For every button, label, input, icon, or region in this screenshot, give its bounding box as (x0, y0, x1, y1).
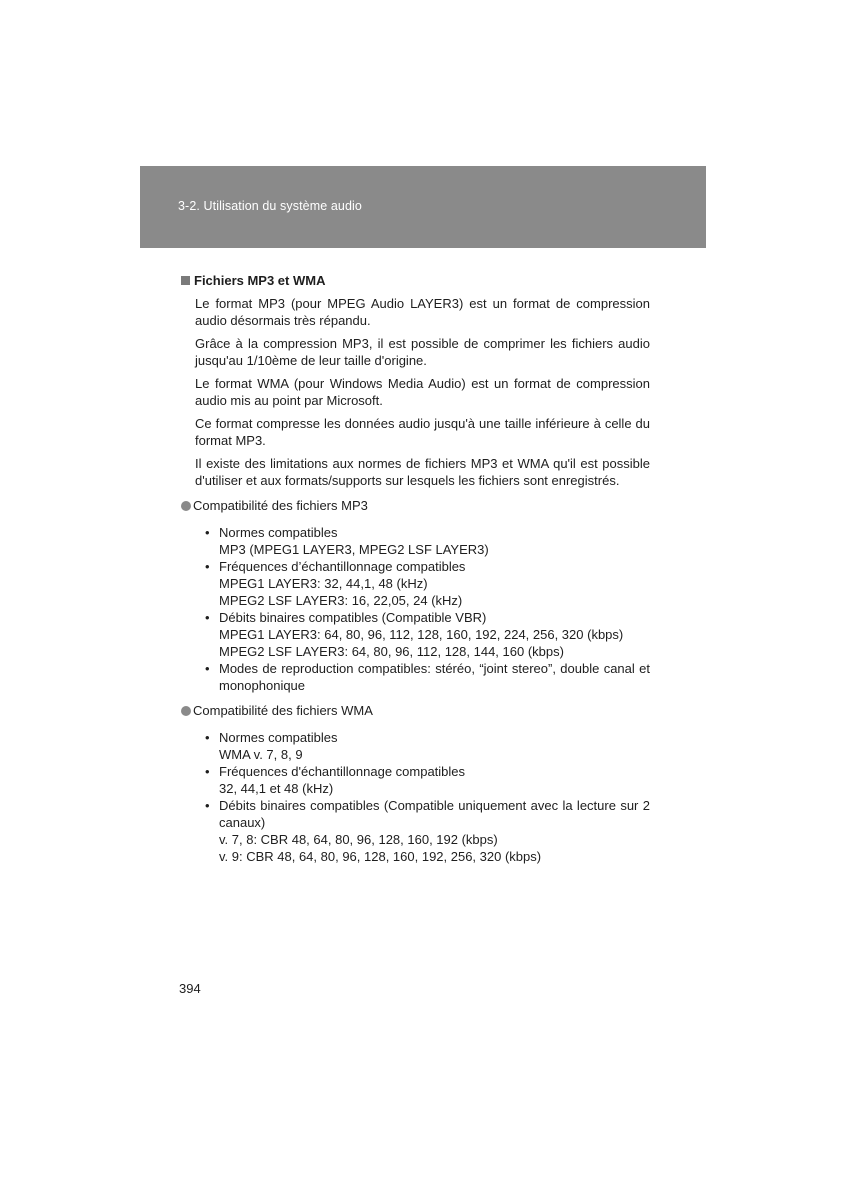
section-header-band (140, 166, 706, 248)
list-item-detail: MPEG1 LAYER3: 32, 44,1, 48 (kHz) (219, 576, 428, 591)
paragraph: Grâce à la compression MP3, il est possible de comprimer les fichiers audio jusqu'au 1/10ème de leur taille d'origine. (195, 336, 650, 368)
list-item-detail: 32, 44,1 et 48 (kHz) (219, 781, 334, 796)
list-item (205, 558, 650, 609)
paragraph: Il existe des limitations aux normes de fichiers MP3 et WMA qu'il est possible d'utiliser et aux formats/supports sur lesquels les fichiers sont enregistrés. (195, 456, 650, 488)
wma-compat-heading (181, 702, 650, 719)
section-title (181, 272, 650, 289)
list-item (205, 660, 650, 694)
mp3-compat-list (205, 524, 650, 694)
list-item-title: Normes compatibles (219, 730, 338, 745)
list-item (205, 729, 650, 763)
paragraph: Le format WMA (pour Windows Media Audio) est un format de compression audio mis au point par Microsoft. (195, 376, 650, 408)
list-item-detail: MPEG2 LSF LAYER3: 16, 22,05, 24 (kHz) (219, 593, 463, 608)
bullet-dot-icon: • (205, 525, 210, 540)
list-item-detail: MPEG1 LAYER3: 64, 80, 96, 112, 128, 160, 192, 224, 256, 320 (kbps) (219, 627, 624, 642)
list-item-title: Normes compatibles (219, 525, 338, 540)
list-item-title: Débits binaires compatibles (Compatible uniquement avec la lecture sur 2 canaux) (219, 798, 650, 830)
bullet-dot-icon: • (205, 661, 210, 676)
mp3-compat-heading-text: Compatibilité des fichiers MP3 (193, 498, 368, 513)
list-item-title: Débits binaires compatibles (Compatible VBR) (219, 610, 487, 625)
mp3-compat-heading (181, 497, 650, 514)
circle-bullet-icon (181, 501, 191, 511)
list-item-detail: MPEG2 LSF LAYER3: 64, 80, 96, 112, 128, 144, 160 (kbps) (219, 644, 564, 659)
list-item-title: Fréquences d’échantillonnage compatibles (219, 559, 466, 574)
page-number: 394 (179, 981, 201, 996)
bullet-dot-icon: • (205, 559, 210, 574)
list-item (205, 524, 650, 558)
list-item-detail: MP3 (MPEG1 LAYER3, MPEG2 LSF LAYER3) (219, 542, 489, 557)
page-content (181, 272, 650, 865)
list-item (205, 797, 650, 865)
list-item-title: Modes de reproduction compatibles: stéréo, “joint stereo”, double canal et monophonique (219, 661, 650, 693)
square-bullet-icon (181, 276, 190, 285)
list-item (205, 609, 650, 660)
list-item-detail: WMA v. 7, 8, 9 (219, 747, 303, 762)
circle-bullet-icon (181, 706, 191, 716)
paragraph: Ce format compresse les données audio jusqu'à une taille inférieure à celle du format MP3. (195, 416, 650, 448)
list-item-detail: v. 9: CBR 48, 64, 80, 96, 128, 160, 192, 256, 320 (kbps) (219, 849, 542, 864)
list-item-title: Fréquences d'échantillonnage compatibles (219, 764, 466, 779)
section-title-text: Fichiers MP3 et WMA (194, 273, 326, 288)
wma-compat-list (205, 729, 650, 865)
bullet-dot-icon: • (205, 730, 210, 745)
section-header-title: 3-2. Utilisation du système audio (178, 199, 362, 213)
bullet-dot-icon: • (205, 610, 210, 625)
bullet-dot-icon: • (205, 764, 210, 779)
bullet-dot-icon: • (205, 798, 210, 813)
paragraph: Le format MP3 (pour MPEG Audio LAYER3) est un format de compression audio désormais très répandu. (195, 296, 650, 328)
wma-compat-heading-text: Compatibilité des fichiers WMA (193, 703, 373, 718)
list-item (205, 763, 650, 797)
list-item-detail: v. 7, 8: CBR 48, 64, 80, 96, 128, 160, 192 (kbps) (219, 832, 498, 847)
